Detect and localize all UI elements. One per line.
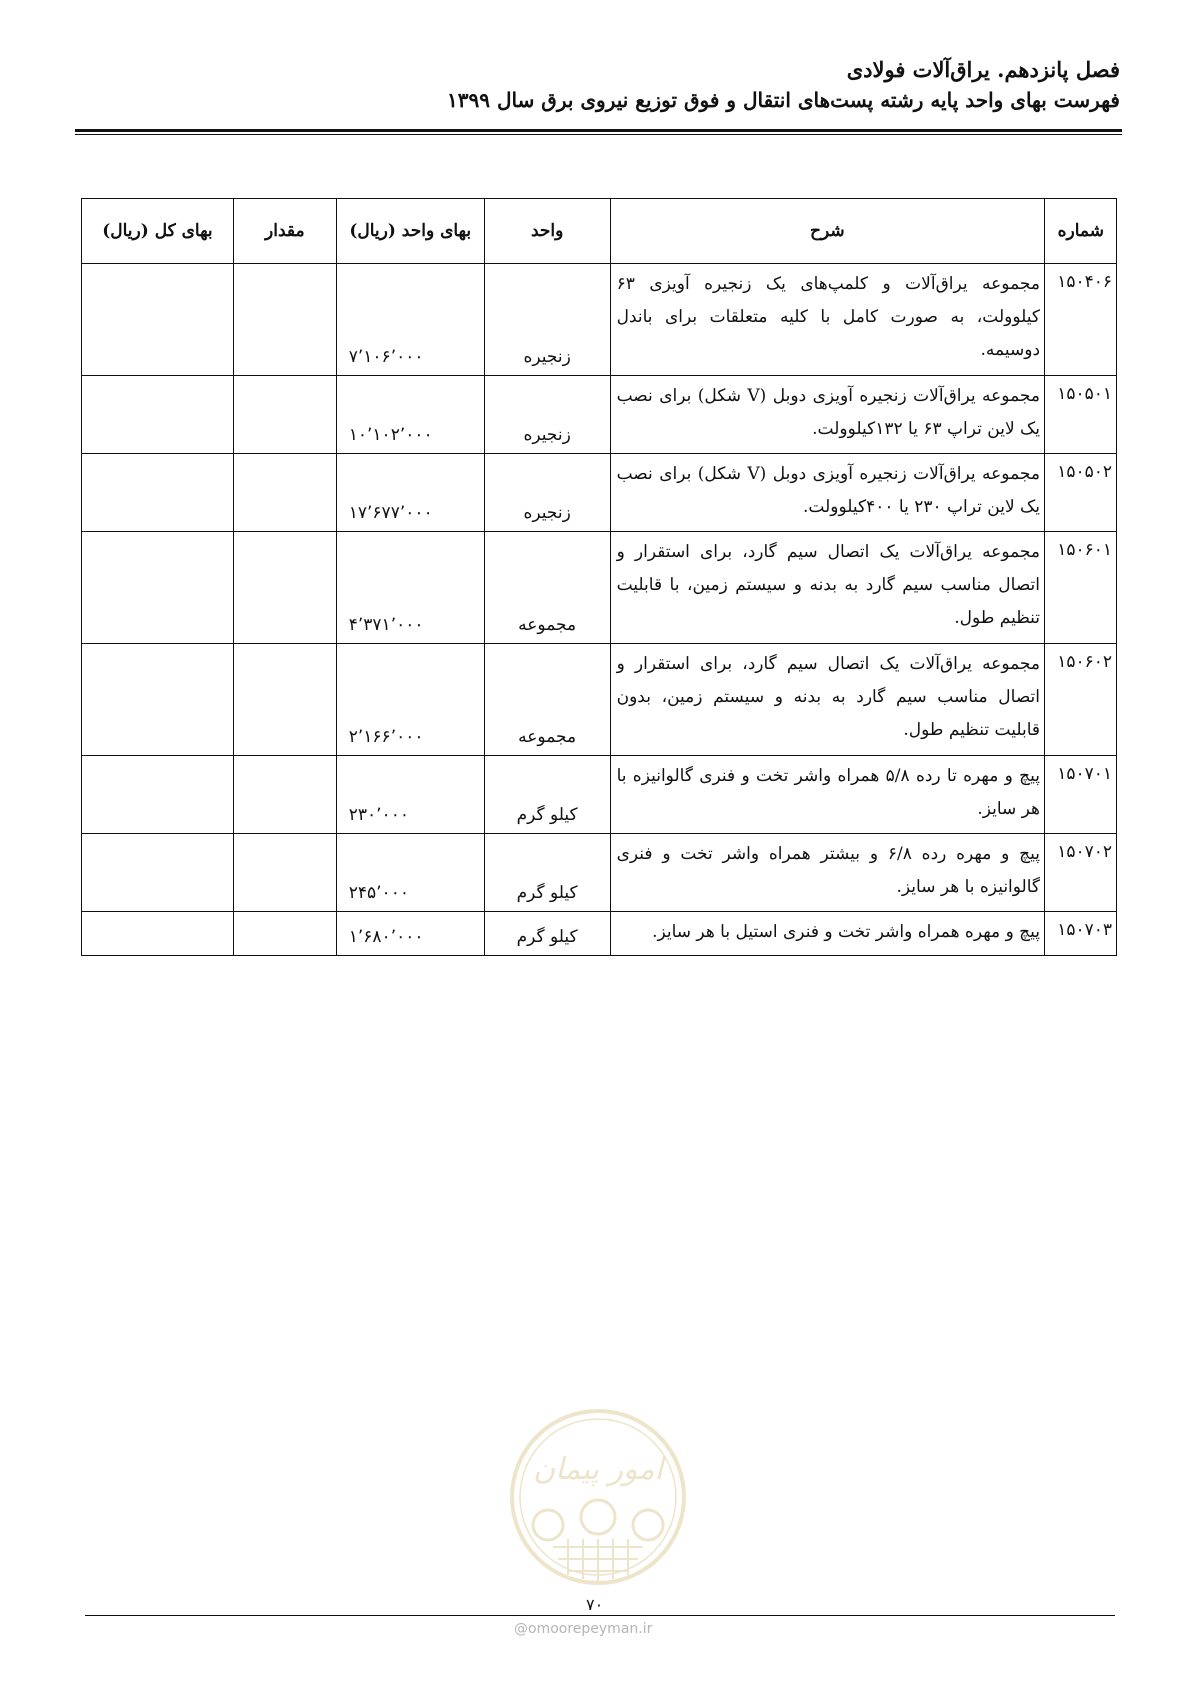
row-unit: مجموعه [484,532,610,644]
row-unit: زنجیره [484,454,610,532]
row-unit: زنجیره [484,376,610,454]
header-description: شرح [610,199,1044,264]
row-code: ۱۵۰۷۰۲ [1045,834,1117,912]
table-row [82,532,1117,644]
row-description: پیچ و مهره همراه واشر تخت و فنری استیل با هر سایز. [610,912,1044,956]
row-description: پیچ و مهره رده ۶/۸ و بیشتر همراه واشر تخت و فنری گالوانیزه با هر سایز. [610,834,1044,912]
row-unit: مجموعه [484,644,610,756]
table-row [82,834,1117,912]
row-quantity [233,644,336,756]
watermark-logo-text: امور پیمان [533,1452,663,1487]
row-unit: کیلو گرم [484,756,610,834]
row-unit-price: ۲٬۱۶۶٬۰۰۰ [336,644,484,756]
row-description: مجموعه یراق‌آلات زنجیره آویزی دوبل (V شکل) برای نصب یک لاین تراپ ۲۳۰ یا ۴۰۰کیلوولت. [610,454,1044,532]
row-description: مجموعه یراق‌آلات یک اتصال سیم گارد، برای استقرار و اتصال مناسب سیم گارد به بدنه و سیستم زمین، بدون قابلیت تنظیم طول. [610,644,1044,756]
page-number: ۷۰ [586,1595,604,1614]
table-row [82,376,1117,454]
row-unit-price: ۱۷٬۶۷۷٬۰۰۰ [336,454,484,532]
row-code: ۱۵۰۵۰۲ [1045,454,1117,532]
row-total-price [82,756,234,834]
table-row [82,912,1117,956]
row-quantity [233,454,336,532]
row-total-price [82,834,234,912]
document-subtitle: فهرست بهای واحد پایه رشته پست‌های انتقال و فوق توزیع نیروی برق سال ۱۳۹۹ [447,88,1120,112]
row-unit: زنجیره [484,264,610,376]
table-header-row [82,199,1117,264]
row-total-price [82,376,234,454]
row-unit: کیلو گرم [484,834,610,912]
row-unit-price: ۴٬۳۷۱٬۰۰۰ [336,532,484,644]
row-description: مجموعه یراق‌آلات یک اتصال سیم گارد، برای استقرار و اتصال مناسب سیم گارد به بدنه و سیستم زمین، با قابلیت تنظیم طول. [610,532,1044,644]
table-row [82,644,1117,756]
row-code: ۱۵۰۴۰۶ [1045,264,1117,376]
price-list-table [81,198,1117,956]
header-rule-thin [75,134,1122,135]
header-unit-price: بهای واحد (ریال) [336,199,484,264]
row-quantity [233,264,336,376]
row-code: ۱۵۰۷۰۳ [1045,912,1117,956]
header-quantity: مقدار [233,199,336,264]
row-total-price [82,264,234,376]
row-quantity [233,376,336,454]
row-total-price [82,532,234,644]
row-code: ۱۵۰۶۰۱ [1045,532,1117,644]
row-unit-price: ۷٬۱۰۶٬۰۰۰ [336,264,484,376]
row-code: ۱۵۰۵۰۱ [1045,376,1117,454]
header-code: شماره [1045,199,1117,264]
row-description: مجموعه یراق‌آلات زنجیره آویزی دوبل (V شکل) برای نصب یک لاین تراپ ۶۳ یا ۱۳۲کیلوولت. [610,376,1044,454]
header-total-price: بهای کل (ریال) [82,199,234,264]
row-unit-price: ۲۳۰٬۰۰۰ [336,756,484,834]
row-unit-price: ۲۴۵٬۰۰۰ [336,834,484,912]
footer-rule [85,1615,1115,1616]
header-rule-thick [75,129,1122,132]
table-row [82,264,1117,376]
page-header [75,55,1120,115]
row-unit-price: ۱٬۶۸۰٬۰۰۰ [336,912,484,956]
row-quantity [233,912,336,956]
website-watermark: @omoorepeyman.ir [514,1621,653,1637]
row-quantity [233,834,336,912]
row-description: مجموعه یراق‌آلات و کلمپ‌های یک زنجیره آویزی ۶۳ کیلوولت، به صورت کامل با کلیه متعلقات برای باندل دوسیمه. [610,264,1044,376]
row-code: ۱۵۰۷۰۱ [1045,756,1117,834]
row-quantity [233,756,336,834]
table-row [82,454,1117,532]
row-quantity [233,532,336,644]
row-total-price [82,912,234,956]
omoore-peyman-logo-icon [508,1407,688,1587]
row-total-price [82,644,234,756]
row-total-price [82,454,234,532]
header-unit: واحد [484,199,610,264]
chapter-title: فصل پانزدهم. یراق‌آلات فولادی [846,57,1120,82]
row-unit-price: ۱۰٬۱۰۲٬۰۰۰ [336,376,484,454]
row-description: پیچ و مهره تا رده ۵/۸ همراه واشر تخت و فنری گالوانیزه با هر سایز. [610,756,1044,834]
row-unit: کیلو گرم [484,912,610,956]
row-code: ۱۵۰۶۰۲ [1045,644,1117,756]
table-row [82,756,1117,834]
